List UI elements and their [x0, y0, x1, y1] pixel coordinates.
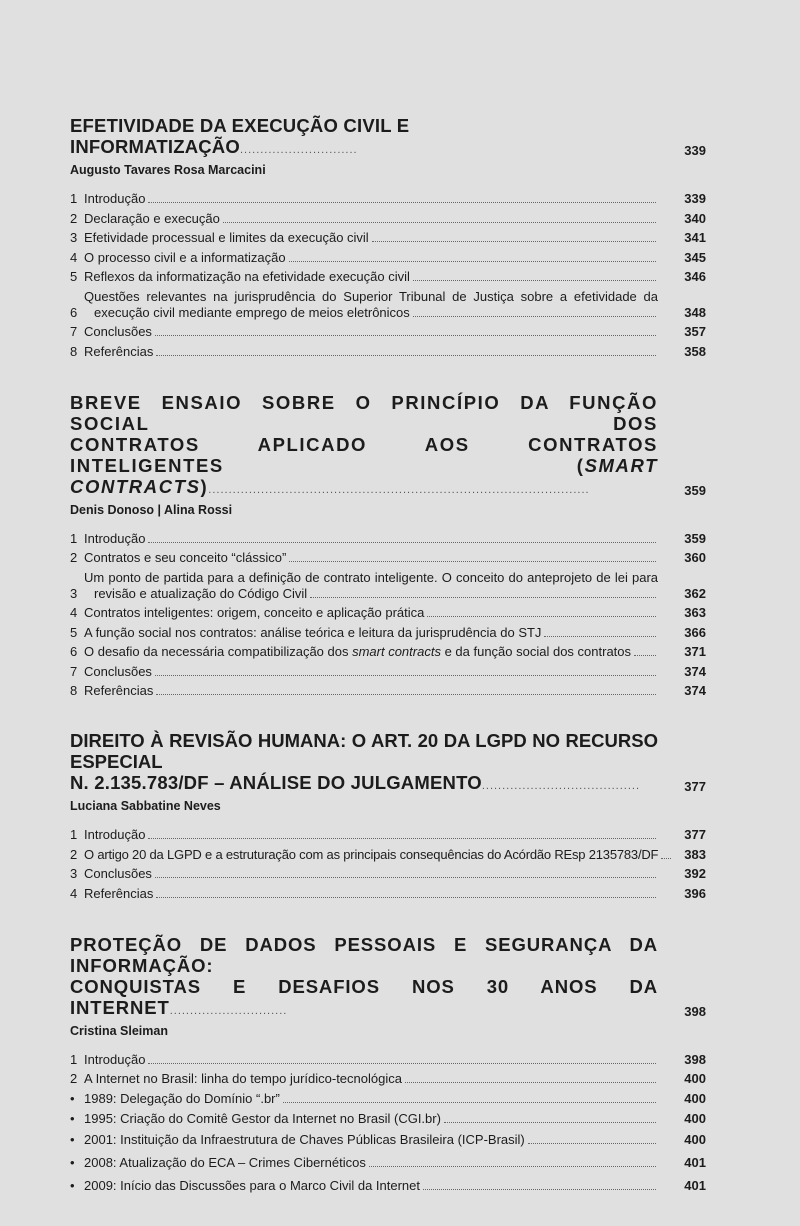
entry-number: 1 — [70, 827, 78, 842]
toc-entry[interactable] — [70, 344, 706, 360]
entry-page: 374 — [684, 663, 706, 679]
chapter-authors: Augusto Tavares Rosa Marcacini — [70, 163, 266, 177]
bullet-icon: • — [70, 1131, 75, 1147]
toc-entry[interactable] — [70, 269, 706, 285]
bullet-icon: • — [70, 1154, 75, 1170]
entry-page: 363 — [684, 605, 706, 620]
entry-title: O desafio da necessária compatibilização dos smart contracts e da função social dos contratos — [84, 644, 632, 659]
entry-number: 3 — [70, 230, 78, 245]
chapter-page: 339 — [684, 143, 706, 158]
toc-entry[interactable] — [70, 847, 706, 863]
entry-page: 396 — [684, 885, 706, 901]
chapter-heading: EFETIVIDADE DA EXECUÇÃO CIVIL E INFORMATIZAÇÃO............................. 339 — [70, 115, 706, 161]
entry-title: Declaração e execução — [84, 210, 220, 226]
toc-entry[interactable] — [70, 644, 706, 660]
entry-page: 400 — [684, 1111, 706, 1126]
entry-number: 4 — [70, 249, 78, 265]
entry-title: O artigo 20 da LGPD e a estruturação com as principais consequências do Acórdão REsp 2135783/DF — [84, 846, 659, 862]
entry-number: 1 — [70, 1051, 78, 1067]
toc-entry[interactable] — [70, 250, 706, 266]
entry-page: 371 — [684, 644, 706, 659]
entry-title: A função social nos contratos: análise teórica e leitura da jurisprudência do STJ — [84, 624, 542, 640]
chapter-title-line: BREVE ENSAIO SOBRE O PRINCÍPIO DA FUNÇÃO SOCIAL DOS — [70, 391, 658, 434]
toc-entry[interactable] — [70, 324, 706, 340]
entry-page: 362 — [684, 585, 706, 601]
entry-number: 2 — [70, 210, 78, 226]
entry-title-continued: revisão e atualização do Código Civil — [94, 585, 308, 601]
entry-page: 392 — [684, 866, 706, 881]
entry-page: 339 — [684, 191, 706, 206]
entry-title: Introdução — [84, 191, 146, 206]
entry-title: Efetividade processual e limites da execução civil — [84, 230, 369, 245]
entry-title: Um ponto de partida para a definição de contrato inteligente. O conceito do anteprojeto de lei para — [84, 569, 658, 585]
entry-title: Conclusões — [84, 663, 152, 679]
toc-entry[interactable] — [70, 191, 706, 207]
chapter-title-line: CONQUISTAS E DESAFIOS NOS 30 ANOS DA INTERNET — [70, 975, 658, 1018]
toc-entry[interactable] — [70, 1052, 706, 1068]
chapter-title-italic: SMART — [584, 454, 658, 476]
bullet-icon: • — [70, 1177, 75, 1193]
entry-number: 5 — [70, 624, 78, 640]
toc-entry[interactable] — [70, 866, 706, 882]
entry-page: 345 — [684, 249, 706, 265]
chapter-heading: PROTEÇÃO DE DADOS PESSOAIS E SEGURANÇA DA INFORMAÇÃO: CONQUISTAS E DESAFIOS NOS 30 ANOS DA INTERNET............................. 398 — [70, 934, 706, 1022]
entry-title: O processo civil e a informatização — [84, 249, 286, 265]
chapter-title-line: ) — [200, 475, 209, 497]
toc-entry[interactable] — [70, 531, 706, 547]
chapter-title: EFETIVIDADE DA EXECUÇÃO CIVIL E INFORMATIZAÇÃO — [70, 115, 410, 157]
entry-number: 4 — [70, 885, 78, 901]
entry-number: 1 — [70, 530, 78, 546]
entry-title: Questões relevantes na jurisprudência do Superior Tribunal de Justiça sobre a efetividade da — [84, 288, 658, 304]
entry-page: 340 — [684, 210, 706, 226]
toc-entry[interactable] — [70, 1132, 706, 1148]
toc-entry[interactable] — [70, 550, 706, 566]
toc-entry[interactable] — [70, 211, 706, 227]
toc-entry[interactable] — [70, 664, 706, 680]
toc-entry[interactable] — [70, 570, 706, 602]
toc-entry[interactable] — [70, 1155, 706, 1171]
entry-number: 8 — [70, 343, 78, 359]
entry-title: Conclusões — [84, 324, 152, 339]
entry-page: 358 — [684, 343, 706, 359]
entry-title: Referências — [84, 683, 154, 698]
entry-page: 366 — [684, 624, 706, 640]
chapter-heading: DIREITO À REVISÃO HUMANA: O ART. 20 DA LGPD NO RECURSO ESPECIAL N. 2.135.783/DF – ANÁLISE DO JULGAMENTO....................................... 377 — [70, 730, 706, 797]
entry-page: 357 — [684, 324, 706, 339]
entry-title: Introdução — [84, 1051, 146, 1067]
entry-number: 5 — [70, 269, 78, 284]
entry-number: 7 — [70, 324, 78, 339]
chapter-authors: Luciana Sabbatine Neves — [70, 799, 221, 813]
table-of-contents — [70, 115, 706, 1226]
entry-number: 3 — [70, 866, 78, 881]
entry-title: Introdução — [84, 827, 146, 842]
entry-page: 341 — [684, 230, 706, 245]
chapter-authors: Denis Donoso | Alina Rossi — [70, 502, 233, 517]
entry-page: 400 — [684, 1071, 706, 1086]
entry-number: 6 — [70, 644, 78, 659]
entry-page: 359 — [684, 530, 706, 546]
entry-title: 2009: Início das Discussões para o Marco Civil da Internet — [84, 1177, 421, 1193]
chapter-title-line: N. 2.135.783/DF – ANÁLISE DO JULGAMENTO — [70, 772, 482, 793]
entry-page: 346 — [684, 269, 706, 284]
entry-title: Referências — [84, 885, 154, 901]
bullet-icon: • — [70, 1111, 75, 1126]
entry-number: 6 — [70, 304, 78, 320]
entry-page: 398 — [684, 1051, 706, 1067]
chapter-heading: BREVE ENSAIO SOBRE O PRINCÍPIO DA FUNÇÃO SOCIAL DOS CONTRATOS APLICADO AOS CONTRATOS INTELIGENTES (SMART CONTRACTS).............................................................................................. 359 — [70, 392, 706, 501]
entry-page: 348 — [684, 304, 706, 320]
toc-entry[interactable] — [70, 230, 706, 246]
toc-entry[interactable] — [70, 625, 706, 641]
entry-page: 400 — [684, 1090, 706, 1106]
chapter-section — [70, 730, 706, 902]
entry-title: Conclusões — [84, 866, 152, 881]
entry-page: 377 — [684, 827, 706, 842]
chapter-page: 398 — [684, 1003, 706, 1019]
chapter-section — [70, 115, 706, 360]
chapter-authors: Cristina Sleiman — [70, 1023, 168, 1038]
entry-number: 1 — [70, 191, 78, 206]
entry-page: 383 — [684, 846, 706, 862]
toc-entry[interactable] — [70, 1071, 706, 1087]
toc-entry[interactable] — [70, 289, 706, 321]
entry-number: 2 — [70, 1071, 78, 1086]
toc-entry[interactable] — [70, 886, 706, 902]
entry-number: 2 — [70, 846, 78, 862]
chapter-section — [70, 392, 706, 700]
chapter-title-line: DIREITO À REVISÃO HUMANA: O ART. 20 DA LGPD NO RECURSO ESPECIAL — [70, 730, 658, 772]
chapter-title-line: CONTRATOS APLICADO AOS CONTRATOS INTELIGENTES ( — [70, 433, 658, 476]
entry-title: Contratos e seu conceito “clássico” — [84, 550, 287, 565]
entry-title: Contratos inteligentes: origem, conceito e aplicação prática — [84, 605, 425, 620]
chapter-page: 359 — [684, 482, 706, 498]
entry-title: Introdução — [84, 530, 146, 546]
entry-number: 7 — [70, 663, 78, 679]
chapter-title-line: PROTEÇÃO DE DADOS PESSOAIS E SEGURANÇA DA INFORMAÇÃO: — [70, 933, 658, 976]
entry-title: A Internet no Brasil: linha do tempo jurídico-tecnológica — [84, 1071, 402, 1086]
entry-title-continued: execução civil mediante emprego de meios eletrônicos — [94, 304, 410, 320]
toc-entry[interactable] — [70, 827, 706, 843]
toc-entry[interactable] — [70, 1178, 706, 1194]
entry-number: 8 — [70, 683, 78, 698]
entry-title: Referências — [84, 343, 154, 359]
chapter-section — [70, 934, 706, 1194]
entry-title: 1995: Criação do Comitê Gestor da Internet no Brasil (CGI.br) — [84, 1111, 441, 1126]
toc-entry[interactable] — [70, 605, 706, 621]
toc-entry[interactable] — [70, 1091, 706, 1107]
entry-page: 400 — [684, 1131, 706, 1147]
toc-entry[interactable] — [70, 1111, 706, 1127]
entry-page: 374 — [684, 683, 706, 698]
entry-number: 3 — [70, 585, 78, 601]
entry-number: 4 — [70, 605, 78, 620]
chapter-page: 377 — [684, 779, 706, 794]
entry-title: 2001: Instituição da Infraestrutura de Chaves Públicas Brasileira (ICP-Brasil) — [84, 1131, 525, 1147]
entry-title: Reflexos da informatização na efetividade execução civil — [84, 269, 410, 284]
toc-entry[interactable] — [70, 683, 706, 699]
entry-page: 401 — [684, 1177, 706, 1193]
entry-title: 1989: Delegação do Domínio “.br” — [84, 1090, 280, 1106]
chapter-title-italic: CONTRACTS — [70, 475, 201, 497]
entry-number: 2 — [70, 550, 78, 565]
entry-page: 401 — [684, 1154, 706, 1170]
entry-title: 2008: Atualização do ECA – Crimes Cibernéticos — [84, 1154, 366, 1170]
bullet-icon: • — [70, 1090, 75, 1106]
entry-page: 360 — [684, 550, 706, 565]
